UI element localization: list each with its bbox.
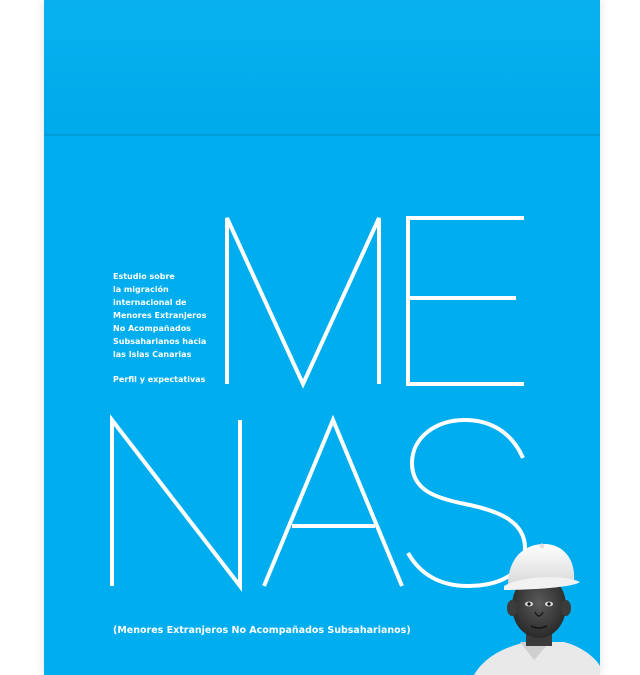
subtitle-line: Menores Extranjeros — [113, 311, 207, 320]
subtitle-line: No Acompañados — [113, 324, 191, 333]
cover-top-flap — [44, 0, 600, 134]
subtitle-line: la migración — [113, 285, 169, 294]
book-cover — [44, 0, 600, 675]
subtitle-line: Subsaharianos hacia — [113, 337, 207, 346]
subtitle-line: Estudio sobre — [113, 272, 175, 281]
cover-title-nas — [110, 418, 530, 588]
cover-subtitle — [113, 270, 217, 361]
boy-photo — [468, 542, 600, 675]
fold-line — [44, 134, 600, 136]
cover-title-me — [224, 216, 524, 386]
subtitle-line: internacional de — [113, 298, 187, 307]
cover-tagline: (Menores Extranjeros No Acompañados Subsaharianos) — [113, 625, 411, 636]
subtitle-line: las Islas Canarias — [113, 350, 192, 359]
cover-perfil-text: Perfil y expectativas — [113, 375, 206, 384]
